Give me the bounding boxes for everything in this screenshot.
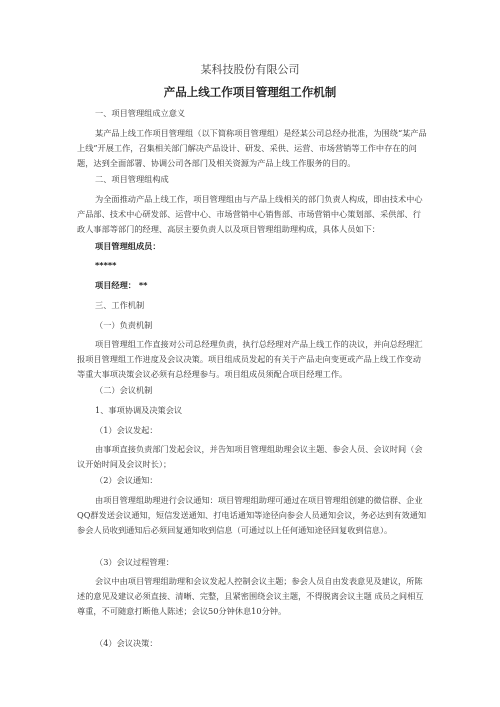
- step-1-paragraph: 由事项直接负责部门发起会议，并告知项目管理组助理会议主题、参会人员、会议时间（会议开始时间及会议时长）；: [77, 444, 423, 469]
- step-2-paragraph: 由项目管理组助理进行会议通知：项目管理组助理可通过在项目管理组创建的微信群、企业QQ群发送会议通知，短信发送通知、打电话通知等途径向参会人员通知会议，务必达到有效通知 参会人员收到通知后必须回复通知收到信息（可通过以上任何通知途径回复收到信息）。: [77, 495, 427, 535]
- step-4-heading: （4）会议决策：: [95, 638, 158, 648]
- section-1-paragraph: 某产品上线工作项目管理组（以下简称项目管理组）是经某公司总经办批准，为围绕“某产品上线”开展工作，召集相关部门解决产品设计、研发、采供、运营、市场营销等工作中存在的问题，达到全面部署、协调公司各部门及相关资源为产品上线工作服务的目的。: [77, 128, 427, 168]
- subsection-2-heading: （二）会议机制: [95, 385, 153, 395]
- manager-label: 项目经理：: [95, 280, 136, 290]
- section-2-heading: 二、项目管理组构成: [95, 174, 169, 184]
- section-2-paragraph: 为全面推动产品上线工作，项目管理组由与产品上线相关的部门负责人构成，即由技术中心产品部、技术中心研发部、运营中心、市场营销中心销售部、市场营销中心策划部、采供部、行政人事部等部门的经理、高层主要负责人以及项目管理组助理构成，具体人员如下：: [77, 194, 423, 234]
- step-2-heading: （2）会议通知：: [95, 475, 158, 485]
- manager-value: **: [138, 280, 148, 290]
- members-value: *****: [95, 260, 117, 270]
- manager-line: [95, 278, 147, 293]
- step-3-heading: （3）会议过程管理：: [95, 557, 174, 567]
- item-1-heading: 1、事项协调及决策会议: [95, 405, 183, 415]
- section-1-heading: 一、项目管理组成立意义: [95, 108, 186, 118]
- company-name: 某科技股份有限公司: [200, 63, 300, 76]
- step-1-heading: （1）会议发起：: [95, 425, 158, 435]
- subsection-1-heading: （一）负责机制: [95, 320, 153, 330]
- subsection-1-paragraph: 项目管理组工作直接对公司总经理负责，执行总经理对产品上线工作的决议，并向总经理汇报项目管理组工作进度及会议决策。项目组成员发起的有关于产品走向变更或产品上线工作变动等重大事项决策会议必须有总经理参与。项目组成员须配合项目经理工作。: [77, 339, 423, 379]
- document-title: 产品上线工作项目管理组工作机制: [163, 85, 337, 99]
- members-label: 项目管理组成员：: [95, 241, 161, 251]
- step-3-paragraph: 会议中由项目管理组助理和会议发起人控制会议主题；参会人员自由发表意见及建议，所陈述的意见及建议必须直接、清晰、完整，且紧密围绕会议主题，不得脱离会议主题 成员之间相互尊重，不可随意打断他人陈述；会议50分钟休息10分钟。: [77, 576, 424, 616]
- section-3-heading: 三、工作机制: [95, 300, 145, 310]
